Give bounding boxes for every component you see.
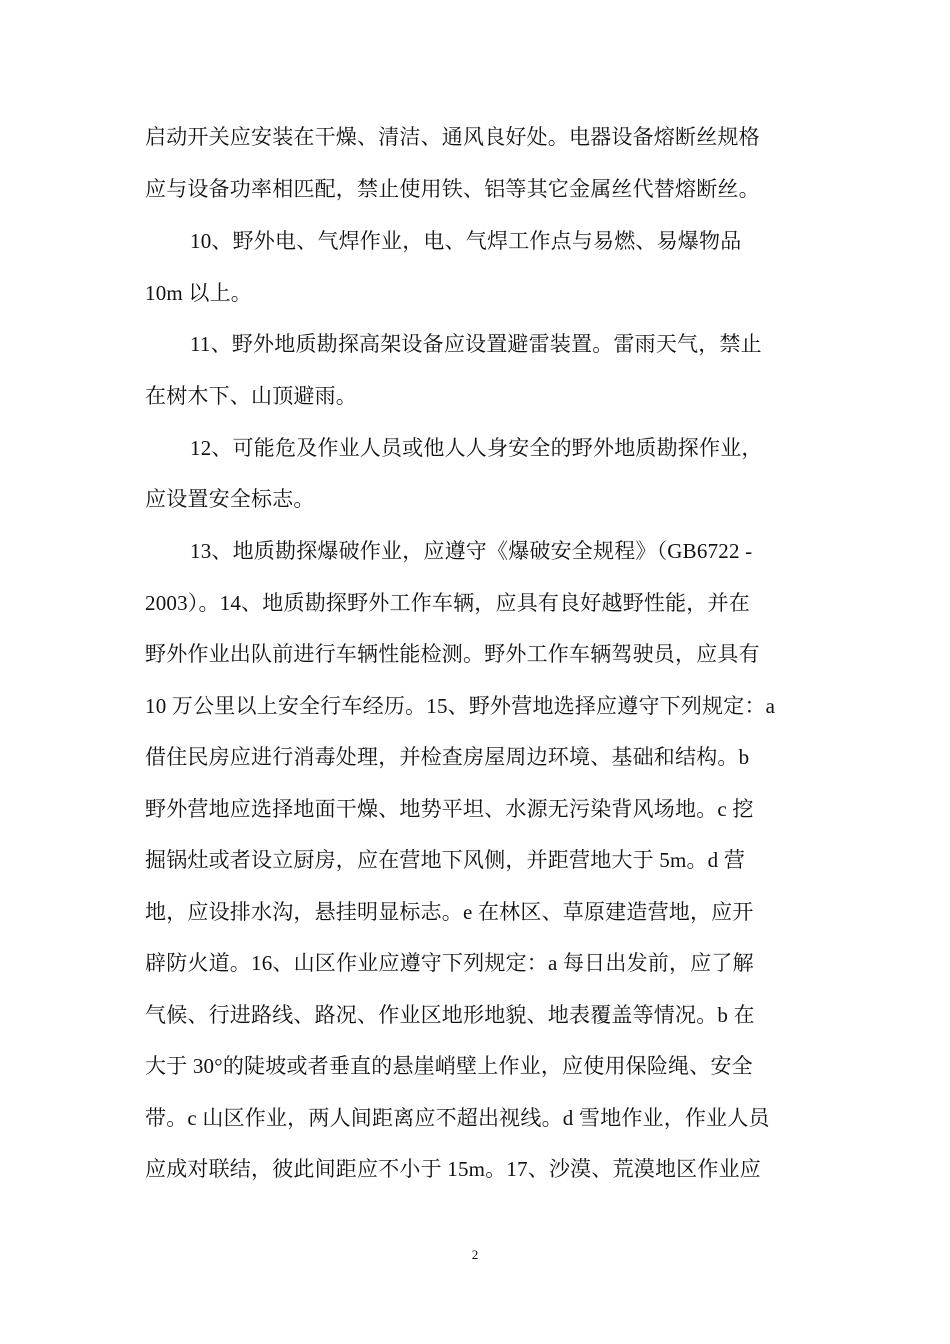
- text-line: 野外营地应选择地面干燥、地势平坦、水源无污染背风场地。c 挖: [145, 797, 754, 821]
- text-line: 应与设备功率相匹配，禁止使用铁、铝等其它金属丝代替熔断丝。: [145, 177, 760, 201]
- text-line: 11、野外地质勘探高架设备应设置避雷装置。雷雨天气，禁止: [190, 332, 762, 356]
- text-line: 2003）。14、地质勘探野外工作车辆，应具有良好越野性能，并在: [145, 591, 750, 615]
- text-line: 12、可能危及作业人员或他人人身安全的野外地质勘探作业，: [190, 436, 763, 460]
- text-line: 辟防火道。16、山区作业应遵守下列规定：a 每日出发前，应了解: [145, 951, 754, 975]
- text-line: 应成对联结，彼此间距应不小于 15m。17、沙漠、荒漠地区作业应: [145, 1157, 761, 1181]
- page-number: 2: [471, 1247, 479, 1262]
- text-line: 10、野外电、气焊作业，电、气焊工作点与易燃、易爆物品: [190, 229, 742, 253]
- text-line: 启动开关应安装在干燥、清洁、通风良好处。电器设备熔断丝规格: [145, 125, 760, 149]
- text-line: 10m 以上。: [145, 281, 252, 305]
- text-line: 应设置安全标志。: [145, 487, 315, 511]
- text-line: 大于 30°的陡坡或者垂直的悬崖峭壁上作业，应使用保险绳、安全: [145, 1054, 753, 1078]
- text-line: 10 万公里以上安全行车经历。15、野外营地选择应遵守下列规定：a: [145, 694, 776, 718]
- text-line: 13、地质勘探爆破作业，应遵守《爆破安全规程》（GB6722 -: [190, 539, 753, 563]
- text-line: 野外作业出队前进行车辆性能检测。野外工作车辆驾驶员，应具有: [145, 642, 760, 666]
- text-line: 地，应设排水沟，悬挂明显标志。e 在林区、草原建造营地，应开: [145, 900, 754, 924]
- text-line: 带。c 山区作业，两人间距离应不超出视线。d 雪地作业，作业人员: [145, 1106, 770, 1130]
- text-line: 借住民房应进行消毒处理，并检查房屋周边环境、基础和结构。b: [145, 745, 750, 769]
- text-line: 气候、行进路线、路况、作业区地形地貌、地表覆盖等情况。b 在: [145, 1003, 755, 1027]
- text-line: 掘锅灶或者设立厨房，应在营地下风侧，并距营地大于 5m。d 营: [145, 848, 746, 872]
- text-line: 在树木下、山顶避雨。: [145, 384, 357, 408]
